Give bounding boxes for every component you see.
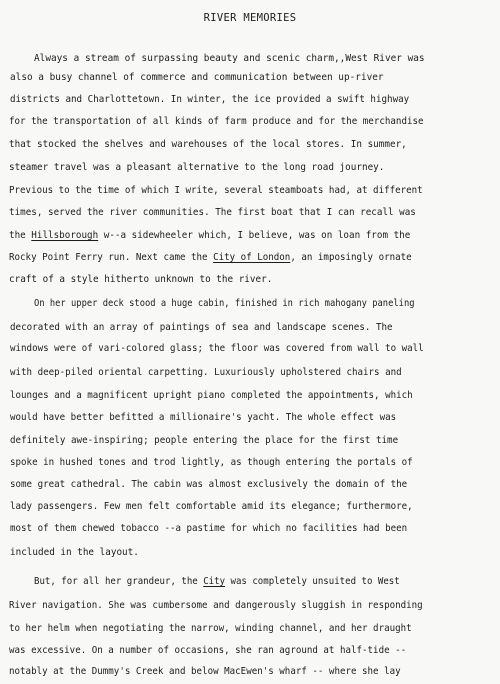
text-line: times, served the river communities. The first boat that I can recall was: [9, 207, 416, 218]
text-line: was excessive. On a number of occasions, she ran aground at half-tide --: [9, 645, 407, 656]
text-line: decorated with an array of paintings of sea and landscape scenes. The: [10, 322, 393, 333]
text-line: most of them chewed tobacco --a pastime for which no facilities had been: [10, 523, 408, 534]
text-line: River navigation. She was cumbersome and dangerously sluggish in responding: [9, 600, 423, 611]
text-segment: Rocky Point Ferry run. Next came the: [9, 252, 214, 263]
text-line: [9, 251, 412, 265]
page-title: RIVER MEMORIES: [203, 12, 297, 24]
text-line: lounges and a magnificent upright piano completed the appointments, which: [10, 390, 413, 401]
text-line: also a busy channel of commerce and communication between up-river: [10, 72, 384, 83]
text-segment: the: [9, 230, 32, 241]
text-line: that stocked the shelves and warehouses of the local stores. In summer,: [9, 139, 407, 150]
text-line: spoke in hushed tones and trod lightly, as though entering the portals of: [10, 457, 413, 468]
text-line: notably at the Dummy's Creek and below MacEwen's wharf -- where she lay: [9, 666, 401, 677]
text-line: definitely awe-inspiring; people entering the place for the first time: [10, 435, 399, 446]
text-line: Previous to the time of which I write, several steamboats had, at different: [9, 185, 423, 196]
text-line: with deep-piled oriental carpetting. Luxuriously upholstered chairs and: [10, 367, 402, 378]
text-line: Always a stream of surpassing beauty and scenic charm,,West River was: [34, 53, 425, 64]
text-line: craft of a style hitherto unknown to the river.: [9, 274, 273, 285]
text-line: On her upper deck stood a huge cabin, finished in rich mahogany paneling: [34, 298, 415, 309]
text-line: would have better befitted a millionaire's yacht. The whole effect was: [10, 412, 397, 423]
text-segment: , an imposingly ornate: [290, 252, 412, 263]
ship-name-hillsborough: Hillsborough: [31, 230, 99, 241]
text-line: windows were of vari-colored glass; the floor was covered from wall to wall: [10, 343, 424, 354]
text-line: [34, 575, 400, 589]
text-segment: w--a sidewheeler which, I believe, was on loan from the: [98, 230, 411, 241]
ship-name-city: City: [203, 576, 226, 587]
text-line: to her helm when negotiating the narrow, winding channel, and her draught: [9, 623, 412, 634]
text-line: steamer travel was a pleasant alternative to the long road journey.: [9, 162, 385, 173]
text-segment: But, for all her grandeur, the: [34, 576, 204, 587]
text-line: [9, 229, 410, 243]
text-segment: was completely unsuited to West: [225, 576, 400, 587]
ship-name-city-of-london: City of London: [213, 252, 291, 263]
text-line: some great cathedral. The cabin was almost exclusively the domain of the: [10, 479, 408, 490]
text-line: districts and Charlottetown. In winter, the ice provided a swift highway: [10, 94, 410, 105]
text-line: lady passengers. Few men felt comfortable amid its elegance; furthermore,: [10, 501, 413, 512]
text-line: for the transportation of all kinds of farm produce and for the merchandise: [9, 116, 424, 127]
text-line: included in the layout.: [10, 547, 139, 558]
